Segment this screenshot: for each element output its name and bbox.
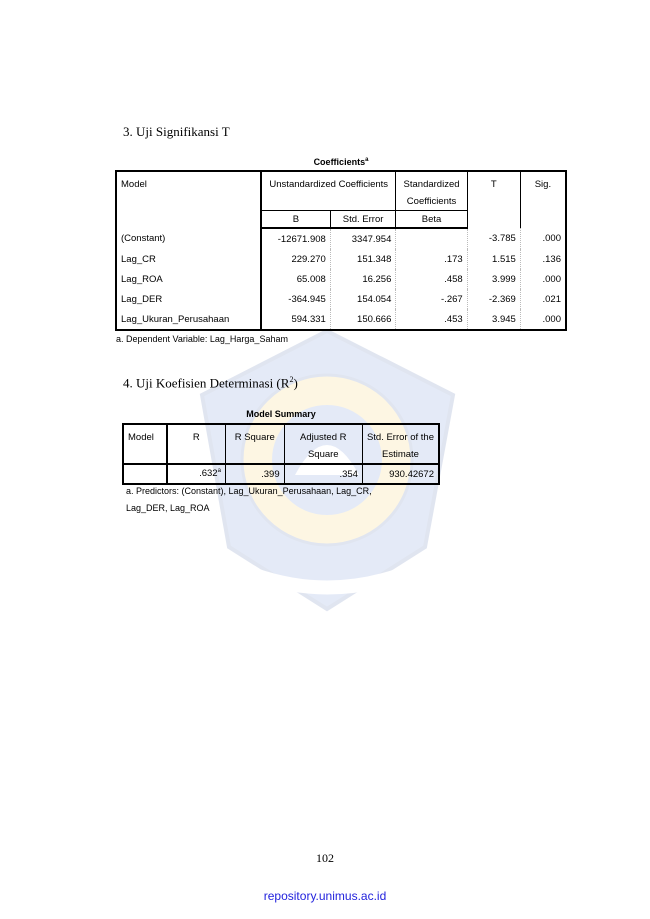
table-row [116, 309, 566, 330]
row-std-error-estimate: 930.42672 [389, 468, 434, 480]
row-b: 229.270 [261, 249, 330, 269]
row-std-error: 151.348 [330, 249, 396, 269]
coefficients-footnote: a. Dependent Variable: Lag_Harga_Saham [116, 334, 288, 344]
row-model: (Constant) [116, 228, 261, 249]
row-b: 594.331 [261, 309, 330, 330]
row-sig: .136 [542, 253, 561, 265]
model-summary-footnote: a. Predictors: (Constant), Lag_Ukuran_Perusahaan, Lag_CR, Lag_DER, Lag_ROA [126, 486, 372, 513]
row-std-error: 154.054 [330, 289, 396, 309]
table-row [116, 289, 566, 309]
row-r-square: .399 [225, 464, 284, 484]
col-std-error: Std. Error [330, 211, 396, 229]
col-model: Model [123, 424, 167, 464]
row-std-error: 150.666 [330, 309, 396, 330]
row-model: Lag_CR [116, 249, 261, 269]
row-beta: .453 [396, 309, 467, 330]
section-4-title: 4. Uji Koefisien Determinasi $(R^2)$ [123, 375, 298, 391]
repository-link[interactable]: repository.unimus.ac.id [263, 889, 387, 903]
row-b: 65.008 [261, 269, 330, 289]
coefficients-table-title: Coefficients$^a$ [313, 157, 369, 167]
col-adjusted-r-square: Adjusted R Square [284, 424, 362, 464]
col-std-error-estimate: Std. Error of the Estimate [362, 424, 439, 464]
col-r-square: R Square [225, 424, 284, 464]
table-row [116, 269, 566, 289]
row-r: .632$^a$ [167, 464, 226, 484]
col-t: T [467, 171, 520, 228]
row-sig: .000 [542, 233, 561, 244]
row-adjusted-r-square: .354 [284, 464, 362, 484]
col-b: B [261, 211, 330, 229]
row-b: -12671.908 [261, 228, 330, 249]
row-beta: -.267 [396, 289, 467, 309]
col-r: R [167, 424, 226, 464]
row-sig: .000 [542, 313, 561, 325]
table-row [116, 249, 566, 269]
page-number: 102 [316, 851, 334, 865]
col-beta: Beta [396, 211, 467, 229]
section-3-title: 3. Uji Signifikansi T [123, 124, 230, 139]
row-b: -364.945 [261, 289, 330, 309]
row-std-error: 16.256 [330, 269, 396, 289]
model-summary-table [122, 423, 440, 485]
row-t: -3.785 [467, 228, 520, 249]
row-sig: .000 [542, 273, 561, 285]
row-std-error: 3347.954 [330, 228, 396, 249]
row-model [123, 464, 167, 484]
row-t: -2.369 [467, 289, 520, 309]
row-beta: .173 [396, 249, 467, 269]
model-summary-title: Model Summary [246, 409, 316, 419]
row-t: 3.945 [467, 309, 520, 330]
row-model: Lag_ROA [116, 269, 261, 289]
col-unstandardized: Unstandardized Coefficients [261, 171, 396, 211]
row-beta [396, 228, 467, 249]
table-row [123, 464, 439, 484]
col-model: Model [116, 171, 261, 228]
row-model: Lag_Ukuran_Perusahaan [116, 309, 261, 330]
row-sig: .021 [542, 293, 561, 305]
row-t: 1.515 [467, 249, 520, 269]
col-sig: Sig. [534, 179, 552, 190]
col-standardized: Standardized Coefficients [396, 171, 467, 211]
row-t: 3.999 [467, 269, 520, 289]
row-beta: .458 [396, 269, 467, 289]
row-model: Lag_DER [116, 289, 261, 309]
coefficients-table [115, 170, 567, 331]
table-row [116, 228, 566, 249]
